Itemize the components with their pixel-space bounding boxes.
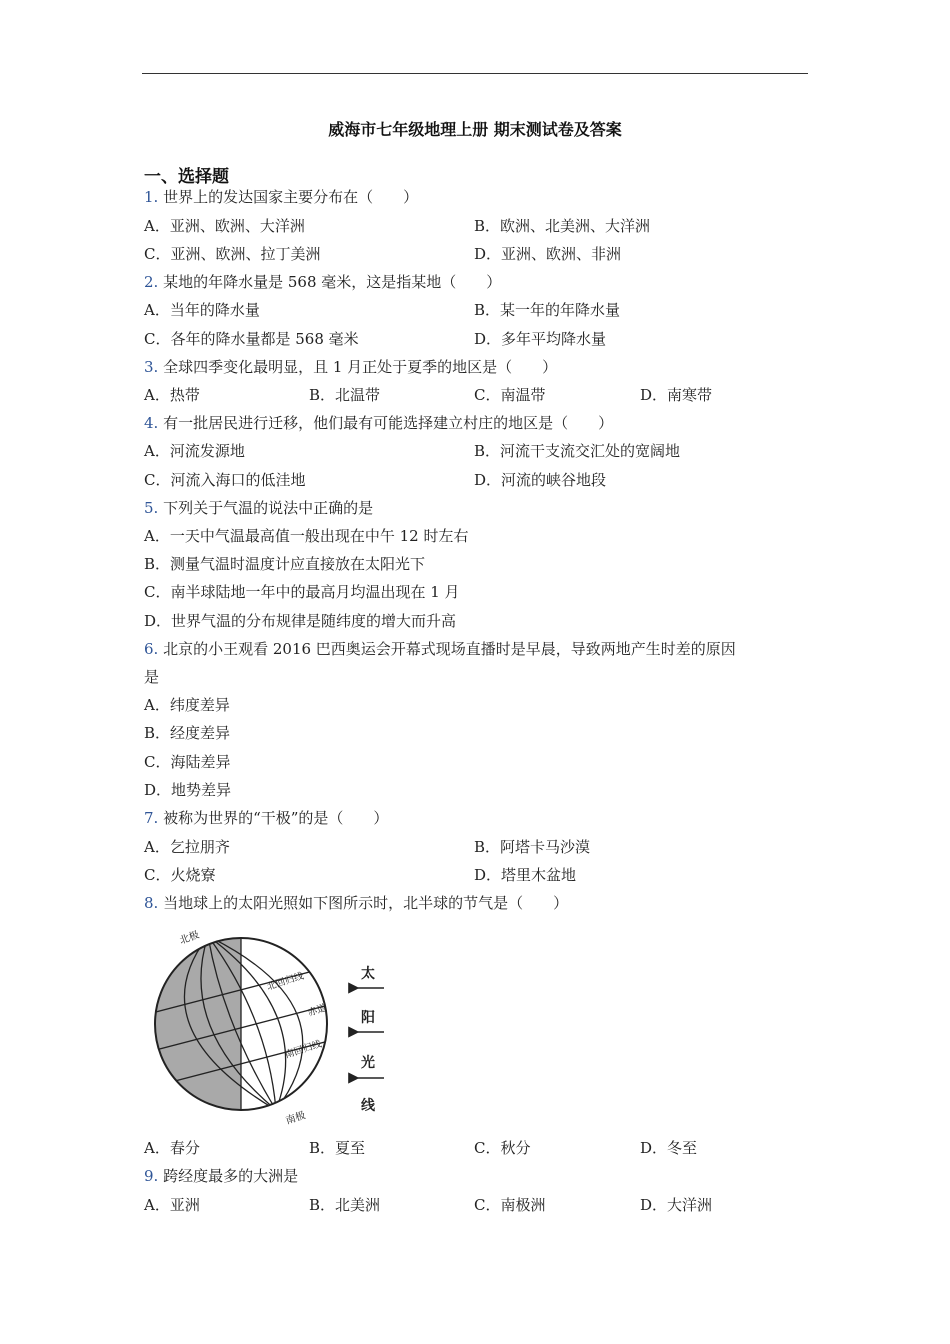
option-b[interactable]: B．北温带 [309, 386, 381, 404]
option-b[interactable]: B．测量气温时温度计应直接放在太阳光下 [144, 555, 426, 573]
question-stem: 北京的小王观看 2016 巴西奥运会开幕式现场直播时是早晨，导致两地产生时差的原因 [163, 640, 736, 658]
option-b[interactable]: B．经度差异 [144, 724, 231, 742]
option-c[interactable]: C．南温带 [474, 386, 546, 404]
option-d[interactable]: D．南寒带 [640, 386, 713, 404]
question-8 [144, 893, 568, 913]
question-2 [144, 272, 501, 292]
equator-label: 赤道 [306, 1002, 329, 1019]
option-d[interactable]: D．大洋洲 [640, 1196, 713, 1214]
option-c[interactable]: C．海陆差异 [144, 753, 231, 771]
option-d[interactable]: D．河流的峡谷地段 [474, 471, 607, 489]
section-heading: 一、选择题 [144, 167, 229, 187]
option-c[interactable]: C．秋分 [474, 1139, 531, 1157]
tropic-cancer-label: 北回归线 [265, 970, 306, 993]
question-stem: 跨经度最多的大洲是 [163, 1167, 299, 1185]
question-number: 7. [144, 809, 159, 827]
sunlight-char: 太 [361, 966, 375, 982]
question-stem: 世界上的发达国家主要分布在（ ） [163, 188, 419, 206]
option-c[interactable]: C．南半球陆地一年中的最高月均温出现在 1 月 [144, 583, 460, 601]
question-number: 9. [144, 1167, 159, 1185]
option-a[interactable]: A．一天中气温最高值一般出现在中午 12 时左右 [144, 527, 469, 545]
question-1 [144, 187, 418, 207]
option-c[interactable]: C．各年的降水量都是 568 毫米 [144, 330, 359, 348]
question-number: 1. [144, 188, 159, 206]
option-a[interactable]: A．当年的降水量 [144, 301, 260, 319]
tropic-capricorn-label: 南回归线 [283, 1038, 324, 1061]
sunlight-char: 阳 [361, 1010, 375, 1026]
option-a[interactable]: A．乞拉朋齐 [144, 838, 230, 856]
option-d[interactable]: D．冬至 [640, 1139, 698, 1157]
option-d[interactable]: D．塔里木盆地 [474, 866, 577, 884]
question-6 [144, 639, 736, 659]
question-5 [144, 498, 373, 518]
option-c[interactable]: C．火烧寮 [144, 866, 216, 884]
option-a[interactable]: A．热带 [144, 386, 200, 404]
question-stem: 当地球上的太阳光照如下图所示时，北半球的节气是（ ） [163, 894, 569, 912]
question-stem: 下列关于气温的说法中正确的是 [163, 499, 374, 517]
question-number: 6. [144, 640, 159, 658]
south-pole-label: 南极 [284, 1110, 307, 1127]
header-rule [142, 73, 808, 74]
option-a[interactable]: A．亚洲 [144, 1196, 200, 1214]
option-a[interactable]: A．亚洲、欧洲、大洋洲 [144, 217, 305, 235]
question-7 [144, 808, 388, 828]
question-number: 8. [144, 894, 159, 912]
option-d[interactable]: D．地势差异 [144, 781, 232, 799]
option-b[interactable]: B．河流干支流交汇处的宽阔地 [474, 442, 681, 460]
question-stem-continued: 是 [144, 668, 160, 686]
sunlight-char: 线 [361, 1098, 375, 1114]
question-number: 4. [144, 414, 159, 432]
question-number: 5. [144, 499, 159, 517]
option-c[interactable]: C．南极洲 [474, 1196, 546, 1214]
question-3 [144, 357, 557, 377]
question-number: 3. [144, 358, 159, 376]
question-stem: 被称为世界的“干极”的是（ ） [163, 809, 389, 827]
question-number: 2. [144, 273, 159, 291]
question-stem: 全球四季变化最明显，且 1 月正处于夏季的地区是（ ） [163, 358, 558, 376]
option-b[interactable]: B．北美洲 [309, 1196, 381, 1214]
north-pole-label: 北极 [178, 929, 201, 947]
sunlight-globe-diagram [148, 928, 398, 1128]
option-d[interactable]: D．多年平均降水量 [474, 330, 607, 348]
option-a[interactable]: A．河流发源地 [144, 442, 245, 460]
option-b[interactable]: B．夏至 [309, 1139, 366, 1157]
question-stem: 有一批居民进行迁移，他们最有可能选择建立村庄的地区是（ ） [163, 414, 614, 432]
option-c[interactable]: C．亚洲、欧洲、拉丁美洲 [144, 245, 321, 263]
sunlight-char: 光 [361, 1055, 375, 1071]
question-9 [144, 1166, 298, 1186]
question-stem: 某地的年降水量是 568 毫米，这是指某地（ ） [163, 273, 502, 291]
option-b[interactable]: B．某一年的年降水量 [474, 301, 621, 319]
option-d[interactable]: D．世界气温的分布规律是随纬度的增大而升高 [144, 612, 457, 630]
page-title: 威海市七年级地理上册 期末测试卷及答案 [328, 120, 622, 139]
option-a[interactable]: A．纬度差异 [144, 696, 230, 714]
question-4 [144, 413, 613, 433]
option-b[interactable]: B．欧洲、北美洲、大洋洲 [474, 217, 651, 235]
option-b[interactable]: B．阿塔卡马沙漠 [474, 838, 591, 856]
option-a[interactable]: A．春分 [144, 1139, 200, 1157]
option-d[interactable]: D．亚洲、欧洲、非洲 [474, 245, 622, 263]
option-c[interactable]: C．河流入海口的低洼地 [144, 471, 306, 489]
